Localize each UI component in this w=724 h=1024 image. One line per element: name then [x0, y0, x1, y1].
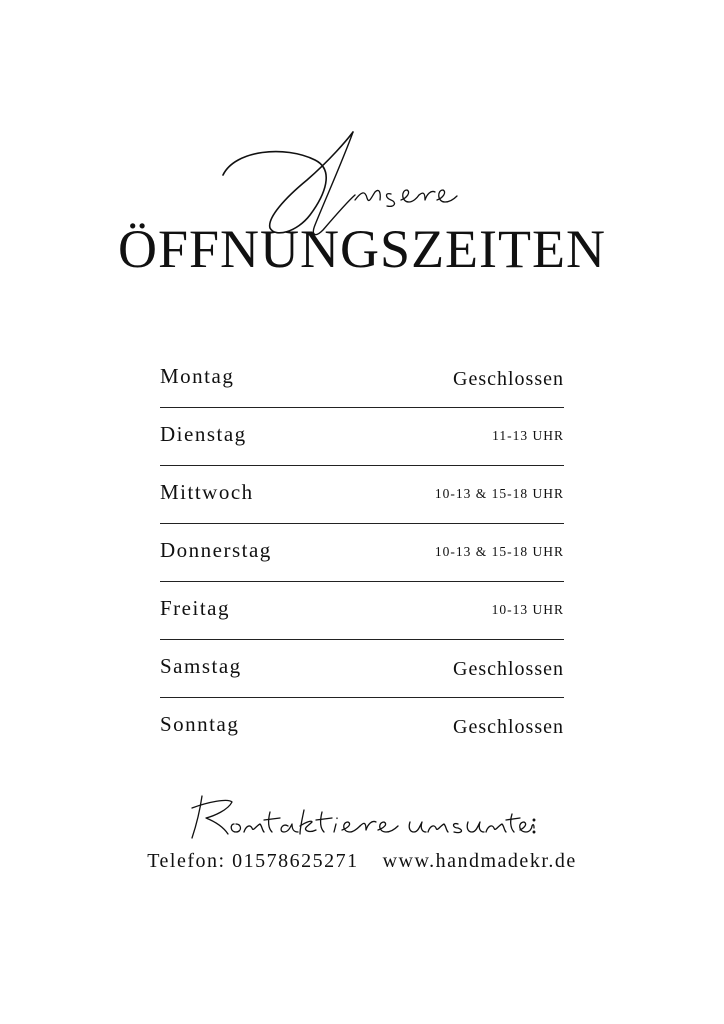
hours-row-sonntag — [160, 698, 564, 755]
time-value: 10-13 UHR — [491, 602, 564, 617]
time-value: Geschlossen — [453, 368, 564, 390]
day-label: Montag — [160, 364, 235, 388]
day-label: Mittwoch — [160, 480, 254, 504]
contact-info — [0, 850, 724, 873]
phone-number: Telefon: 01578625271 — [147, 850, 359, 872]
hours-row-donnerstag — [160, 524, 564, 582]
hours-row-dienstag — [160, 408, 564, 466]
hours-row-samstag — [160, 640, 564, 698]
page-title: ÖFFNUNGSZEITEN — [117, 219, 606, 279]
time-value: Geschlossen — [453, 716, 564, 738]
website-link[interactable]: www.handmadekr.de — [382, 850, 577, 872]
script-contact-heading — [188, 788, 536, 844]
day-label: Sonntag — [160, 712, 240, 736]
day-label: Samstag — [160, 654, 242, 678]
time-value: 11-13 UHR — [492, 428, 564, 443]
opening-hours-table — [160, 350, 564, 755]
hours-row-freitag — [160, 582, 564, 640]
day-label: Dienstag — [160, 422, 247, 446]
time-value: Geschlossen — [453, 658, 564, 680]
day-label: Donnerstag — [160, 538, 272, 562]
time-value: 10-13 & 15-18 UHR — [434, 544, 564, 559]
time-value: 10-13 & 15-18 UHR — [434, 486, 564, 501]
hours-row-montag — [160, 350, 564, 408]
day-label: Freitag — [160, 596, 230, 620]
hours-row-mittwoch — [160, 466, 564, 524]
